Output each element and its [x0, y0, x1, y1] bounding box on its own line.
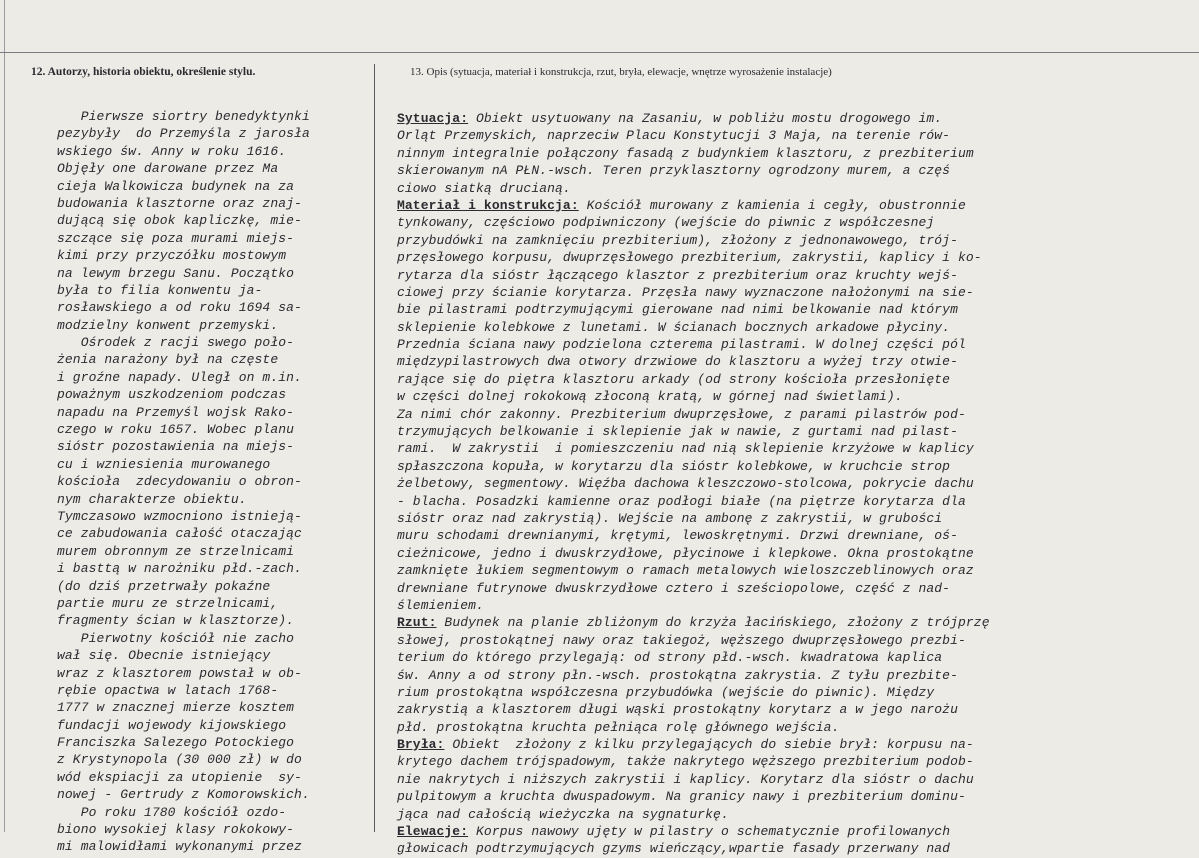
line-text: Obiekt złożony z kilku przylegających do siebie brył: korpusu na- — [444, 737, 974, 753]
history-text-line: i basttą w narożniku płd.-zach. — [57, 561, 302, 577]
description-text-line — [397, 284, 1177, 301]
history-text-line: budowania klasztorne oraz znaj- — [57, 195, 302, 211]
line-text: drewniane futrynowe dwuskrzydłowe cztero i sześciopolowe, część z nad- — [397, 580, 951, 596]
description-text-line — [397, 458, 1177, 475]
line-text: sklepienie kolebkowe z lunetami. W ścianach bocznych arkadowe płyciny. — [397, 319, 951, 335]
description-text-line — [397, 806, 1177, 823]
line-text: spłaszczona kopuła, w korytarzu dla sióstr kolebkowe, w kruchcie strop — [397, 458, 951, 474]
line-text: w części dolnej rokokową złoconą kratą, w górnej nad świetlami). — [397, 389, 903, 405]
line-text: rające się do piętra klasztoru arkady (od strony kościoła przesłonięte — [397, 371, 951, 387]
history-text-line: cieja Walkowicza budynek na za — [57, 178, 295, 194]
line-text: rami. W zakrystii i pomieszczeniu nad nią sklepienie krzyżowe w kaplicy — [397, 441, 974, 457]
description-text-line — [397, 580, 1177, 597]
section-12-header: 12. Autorzy, historia obiektu, określenie stylu. — [31, 66, 256, 78]
description-text-line — [397, 145, 1177, 162]
history-text-line: murem obronnym ze strzelnicami — [57, 543, 295, 559]
description-text-line — [397, 319, 1177, 336]
line-text: słowej, prostokątnej nawy oraz takiegoż, węższego dwuprzęsłowego prezbi- — [397, 632, 966, 648]
description-text-line — [397, 527, 1177, 544]
description-text-line — [397, 562, 1177, 579]
history-text-line: wraz z klasztorem powstał w ob- — [57, 665, 302, 681]
description-text-line — [397, 701, 1177, 718]
description-text-line — [397, 162, 1177, 179]
section-label: Bryła: — [397, 737, 445, 753]
description-text-line — [397, 232, 1177, 249]
line-text: ciowej przy ścianie korytarza. Przęsła nawy wyznaczone nałożonymi na sie- — [397, 284, 974, 300]
history-text-line: na lewym brzegu Sanu. Początko — [57, 265, 295, 281]
description-text-line — [397, 371, 1177, 388]
line-text: bie pilastrami podtrzymującymi gierowane nad nimi belkowanie nad którym — [397, 302, 958, 318]
column-divider — [374, 64, 375, 832]
header-rule — [0, 52, 1199, 53]
line-text: ciowo siatką drucianą. — [397, 180, 571, 196]
description-text-line — [397, 597, 1177, 614]
history-text-line: sióstr pozostawienia na miejs- — [57, 439, 295, 455]
section-label: Materiał i konstrukcja: — [397, 197, 579, 213]
line-text: międzypilastrowych dwa otwory drzwiowe do klasztoru a wyżej trzy otwie- — [397, 354, 958, 370]
description-text-line — [397, 267, 1177, 284]
history-text-line: napadu na Przemyśl wojsk Rako- — [57, 404, 295, 420]
section-label: Rzut: — [397, 615, 437, 631]
description-text-line — [397, 771, 1177, 788]
section-13-header: 13. Opis (sytuacja, materiał i konstrukcja, rzut, bryła, elewacje, wnętrze wyrosażenie instalacje) — [410, 66, 832, 78]
line-text: terium do którego przylegają: od strony płd.-wsch. kwadratowa kaplica — [397, 650, 943, 666]
description-text-line — [397, 475, 1177, 492]
history-text-line: Ośrodek z racji swego poło- — [57, 335, 295, 351]
line-text: Za nimi chór zakonny. Prezbiterium dwuprzęsłowe, z parami pilastrów pod- — [397, 406, 966, 422]
description-text-line — [397, 719, 1177, 736]
description-text-line — [397, 667, 1177, 684]
history-text-line: rosławskiego a od roku 1694 sa- — [57, 300, 302, 316]
line-text: cieżnicowe, jedno i dwuskrzydłowe, płycinowe i klepkowe. Okna prostokątne — [397, 545, 974, 561]
line-text: Obiekt usytuowany na Zasaniu, w pobliżu mostu drogowego im. — [468, 111, 943, 126]
history-text-line: dującą się obok kapliczkę, mie- — [57, 213, 302, 229]
description-text-line — [397, 632, 1177, 649]
line-text: zakrystią a klasztorem długi wąski prostokątny korytarz a w jego narożu — [397, 702, 958, 718]
line-text: - blacha. Posadzki kamienne oraz podłogi białe (na piętrze korytarza dla — [397, 493, 966, 509]
history-text-line: żenia narażony był na częste — [57, 352, 279, 368]
description-text-line — [397, 180, 1177, 197]
line-text: jąca nad całością wieżyczka na sygnaturkę. — [397, 806, 729, 822]
description-text-line — [397, 493, 1177, 510]
section-label: Elewacje: — [397, 824, 469, 840]
line-text: żelbetowy, segmentowy. Więźba dachowa kleszczowo-stolcowa, pokrycie dachu — [397, 476, 974, 492]
line-text: nie nakrytych i niższych zakrystii i kaplicy. Korytarz dla sióstr o dachu — [397, 771, 974, 787]
history-text-column — [57, 108, 369, 856]
line-text: Budynek na planie zbliżonym do krzyża łacińskiego, złożony z trójprzę — [436, 615, 990, 631]
line-text: rium prostokątna współczesna przybudówka (wejście do piwnic). Między — [397, 684, 935, 700]
history-text-line: nym charakterze obiektu. — [57, 491, 247, 507]
history-text-line: 1777 w znacznej mierze kosztem — [57, 700, 295, 716]
history-text-line: wskiego św. Anny w roku 1616. — [57, 143, 287, 159]
description-text-line — [397, 406, 1177, 423]
history-text-line: szczące się poza murami miejs- — [57, 230, 295, 246]
description-text-line — [397, 649, 1177, 666]
history-text-line: modzielny konwent przemyski. — [57, 317, 279, 333]
history-text-line: była to filia konwentu ja- — [57, 282, 263, 298]
line-text: muru schodami drewnianymi, krętymi, lewoskrętnymi. Drzwi drewniane, oś- — [397, 528, 958, 544]
description-text-line — [397, 353, 1177, 370]
description-text-line — [397, 753, 1177, 770]
line-text: krytego dachem trójspadowym, także nakrytego węższego prezbiterium podob- — [397, 754, 974, 770]
history-text-line: i groźne napady. Uległ on m.in. — [57, 369, 302, 385]
description-text-line — [397, 249, 1177, 266]
page-edge — [4, 0, 5, 832]
history-text-line: fragmenty ścian w klasztorze). — [57, 613, 295, 629]
history-text-line: poważnym uszkodzeniom podczas — [57, 387, 287, 403]
section-label: Sytuacja: — [397, 111, 469, 126]
history-text-line: Po roku 1780 kościół ozdo- — [57, 804, 287, 820]
description-text-line — [397, 440, 1177, 457]
history-text-line: Objęły one darowane przez Ma — [57, 161, 279, 177]
history-text-line: cu i wzniesienia murowanego — [57, 456, 271, 472]
line-text: ślemieniem. — [397, 597, 484, 613]
description-text-column — [397, 110, 1177, 858]
description-text-line — [397, 423, 1177, 440]
history-text-line: mi malowidłami wykonanymi przez — [57, 839, 302, 855]
line-text: trzymujących belkowanie i sklepienie jak w nawie, z gurtami nad pilast- — [397, 424, 958, 440]
line-text: przęsłowego korpusu, dwuprzęsłowego prezbiterium, zakrystii, kaplicy i ko- — [397, 250, 982, 266]
history-text-line: pezybyły do Przemyśla z jarosła — [57, 126, 310, 142]
description-text-line — [397, 614, 1177, 631]
history-text-line: partie muru ze strzelnicami, — [57, 595, 279, 611]
line-text: Orląt Przemyskich, naprzeciw Placu Konstytucji 3 Maja, na terenie rów- — [397, 128, 951, 144]
line-text: ninnym integralnie połączony fasadą z budynkiem klasztoru, z prezbiterium — [397, 145, 974, 161]
line-text: sióstr oraz nad zakrystią). Wejście na ambonę z zakrystii, w grubości — [397, 510, 943, 526]
description-text-line — [397, 336, 1177, 353]
history-text-line: czego w roku 1657. Wobec planu — [57, 422, 295, 438]
history-text-line: z Krystynopola (30 000 zł) w do — [57, 752, 302, 768]
history-text-line: biono wysokiej klasy rokokowy- — [57, 822, 295, 838]
line-text: zamknięte łukiem segmentowym o ramach metalowych wieloszczeblinowych oraz — [397, 563, 974, 579]
description-text-line — [397, 545, 1177, 562]
line-text: tynkowany, częściowo podpiwniczony (wejście do piwnic z współczesnej — [397, 215, 935, 231]
description-text-line — [397, 214, 1177, 231]
history-text-line: Tymczasowo wzmocniono istnieją- — [57, 508, 302, 524]
line-text: skierowanym nA PŁN.-wsch. Teren przyklasztorny ogrodzony murem, a częś — [397, 163, 951, 179]
history-text-line: kościoła zdecydowaniu o obron- — [57, 474, 302, 490]
line-text: Kościół murowany z kamienia i cegły, obustronnie — [578, 197, 966, 213]
line-text: Przednia ściana nawy podzielona czterema pilastrami. W dolnej części pól — [397, 337, 966, 353]
history-text-line: fundacji wojewody kijowskiego — [57, 717, 287, 733]
line-text: pulpitowym a kruchta dwuspadowym. Na granicy nawy i prezbiterium dominu- — [397, 789, 966, 805]
history-text-line: wał się. Obecnie istniejący — [57, 648, 271, 664]
description-text-line — [397, 127, 1177, 144]
description-text-line — [397, 110, 1177, 127]
description-text-line — [397, 736, 1177, 753]
history-text-line: wód ekspiacji za utopienie sy- — [57, 769, 302, 785]
description-text-line — [397, 788, 1177, 805]
history-text-line: kimi przy przyczółku mostowym — [57, 248, 287, 264]
line-text: rytarza dla sióstr łączącego klasztor z prezbiterium oraz kruchty wejś- — [397, 267, 958, 283]
line-text: przybudówki na zamknięciu prezbiterium), złożony z jednonawowego, trój- — [397, 232, 958, 248]
history-text-line: Pierwsze siortry benedyktynki — [57, 109, 310, 124]
line-text: płd. prostokątna kruchta pełniąca rolę głównego wejścia. — [397, 719, 840, 735]
line-text: św. Anny a od strony płn.-wsch. prostokątna zakrystia. Z tyłu prezbite- — [397, 667, 958, 683]
history-text-line: nowej - Gertrudy z Komorowskich. — [57, 787, 310, 803]
description-text-line — [397, 684, 1177, 701]
description-text-line — [397, 197, 1177, 214]
description-text-line — [397, 840, 1177, 857]
history-text-line: ce zabudowania całość otaczając — [57, 526, 302, 542]
history-text-line: Pierwotny kościół nie zacho — [57, 630, 295, 646]
description-text-line — [397, 388, 1177, 405]
line-text: głowicach podtrzymujących gzyms wieńczący,wpartie fasady przerwany nad — [397, 841, 951, 857]
description-text-line — [397, 510, 1177, 527]
history-text-line: Franciszka Salezego Potockiego — [57, 735, 295, 751]
description-text-line — [397, 301, 1177, 318]
line-text: Korpus nawowy ujęty w pilastry o schematycznie profilowanych — [468, 824, 951, 840]
history-text-line: rębie opactwa w latach 1768- — [57, 682, 279, 698]
history-text-line: (do dziś przetrwały pokaźne — [57, 578, 271, 594]
